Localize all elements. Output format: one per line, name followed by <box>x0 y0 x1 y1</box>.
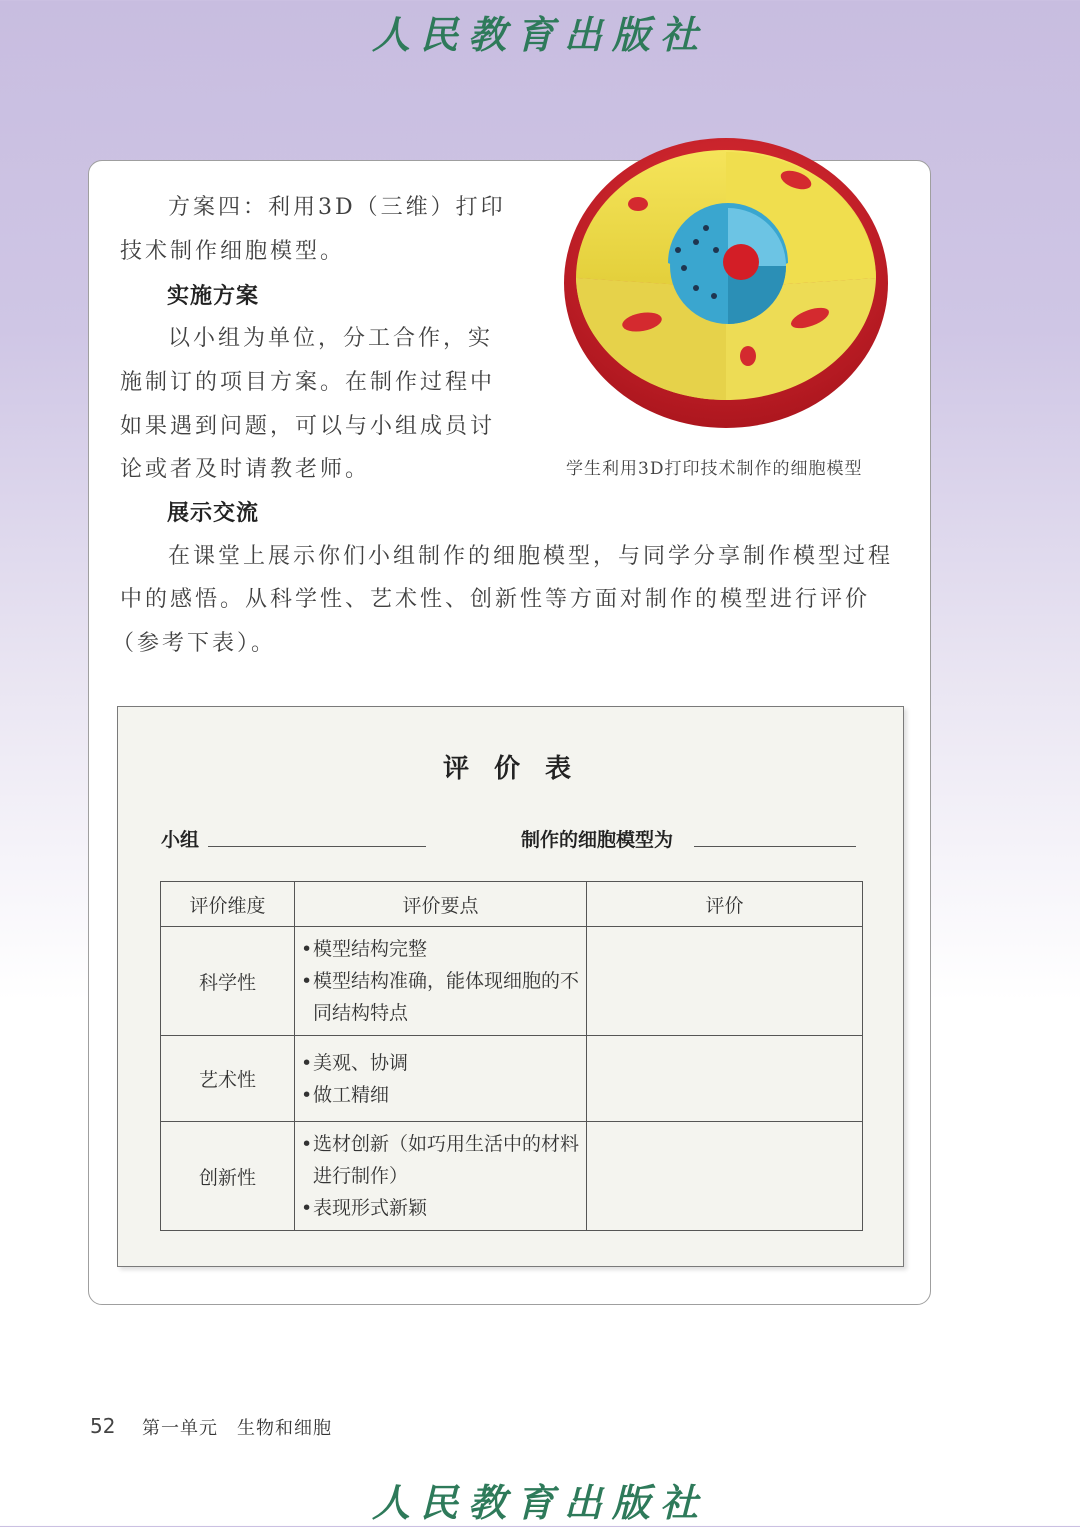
publisher-watermark-bottom: 人民教育出版社 <box>371 1480 708 1525</box>
intro-line-1: 方案四：利用3D（三维）打印 <box>168 195 506 220</box>
evaluation-cell[interactable] <box>587 927 863 1036</box>
figure-caption: 学生利用3D打印技术制作的细胞模型 <box>566 459 863 479</box>
row-dimension: 艺术性 <box>161 1036 295 1122</box>
header-points: 评价要点 <box>295 882 587 927</box>
presentation-heading: 展示交流 <box>167 501 260 526</box>
table-row <box>161 1122 863 1231</box>
model-label: 制作的细胞模型为 <box>521 829 674 851</box>
evaluation-table <box>160 881 863 1231</box>
row-dimension: 创新性 <box>161 1122 295 1231</box>
evaluation-cell[interactable] <box>587 1036 863 1122</box>
group-label: 小组 <box>161 829 200 851</box>
presentation-line-2: 中的感悟。从科学性、艺术性、创新性等方面对制作的模型进行评价 <box>120 587 871 612</box>
row-points <box>295 927 587 1036</box>
point-item: • 选材创新（如巧用生活中的材料进行制作） <box>299 1128 586 1192</box>
evaluation-title: 评 价 表 <box>442 754 580 784</box>
header-evaluation: 评价 <box>587 882 863 927</box>
group-field[interactable] <box>208 846 426 847</box>
presentation-line-1: 在课堂上展示你们小组制作的细胞模型，与同学分享制作模型过程 <box>168 544 894 569</box>
implementation-line-2: 施制订的项目方案。在制作过程中 <box>120 370 496 395</box>
implementation-line-1: 以小组为单位，分工合作，实 <box>168 326 494 351</box>
point-item: • 表现形式新颖 <box>299 1192 586 1224</box>
header-dimension: 评价维度 <box>161 882 295 927</box>
row-dimension: 科学性 <box>161 927 295 1036</box>
point-item: • 美观、协调 <box>299 1047 586 1079</box>
implementation-heading: 实施方案 <box>167 284 260 309</box>
point-item: • 做工精细 <box>299 1079 586 1111</box>
point-item: • 模型结构准确，能体现细胞的不同结构特点 <box>299 965 586 1029</box>
implementation-line-4: 论或者及时请教老师。 <box>120 457 371 482</box>
table-header-row <box>161 882 863 927</box>
unit-title: 第一单元 生物和细胞 <box>142 1418 332 1439</box>
page-number: 52 <box>90 1414 116 1438</box>
presentation-line-3: （参考下表）。 <box>112 631 277 656</box>
table-row <box>161 1036 863 1122</box>
intro-line-2: 技术制作细胞模型。 <box>120 239 346 264</box>
row-points <box>295 1036 587 1122</box>
model-field[interactable] <box>694 846 856 847</box>
table-row <box>161 927 863 1036</box>
publisher-watermark-top: 人民教育出版社 <box>371 12 708 57</box>
point-item: • 模型结构完整 <box>299 933 586 965</box>
cell-model-image <box>556 138 896 438</box>
implementation-line-3: 如果遇到问题，可以与小组成员讨 <box>120 414 496 439</box>
evaluation-cell[interactable] <box>587 1122 863 1231</box>
row-points <box>295 1122 587 1231</box>
